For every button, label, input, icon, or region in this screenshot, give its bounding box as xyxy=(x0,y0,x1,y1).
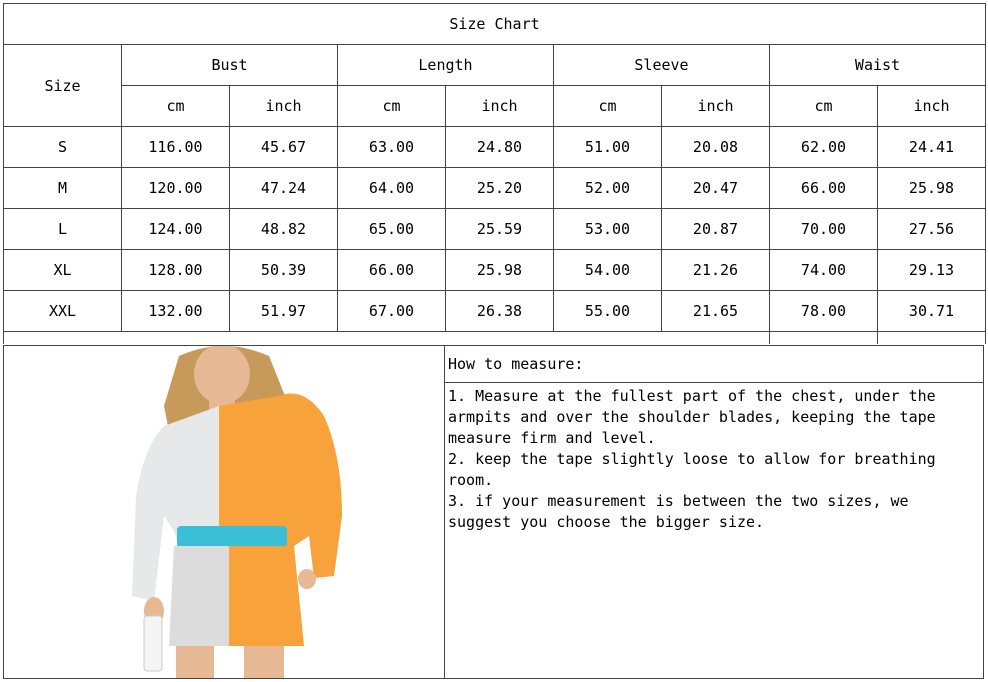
product-photo xyxy=(4,346,445,678)
model-illustration xyxy=(4,346,444,678)
table-cell: 24.80 xyxy=(446,127,554,168)
table-cell: 20.87 xyxy=(662,209,770,250)
table-cell: 21.65 xyxy=(662,291,770,332)
table-cell: 25.98 xyxy=(878,168,986,209)
unit-header: inch xyxy=(878,86,986,127)
table-cell: 67.00 xyxy=(338,291,446,332)
table-cell: 66.00 xyxy=(770,168,878,209)
table-cell: 116.00 xyxy=(122,127,230,168)
table-cell: 54.00 xyxy=(554,250,662,291)
table-cell: 50.39 xyxy=(230,250,338,291)
table-cell: 128.00 xyxy=(122,250,230,291)
table-cell: 25.20 xyxy=(446,168,554,209)
unit-header: cm xyxy=(338,86,446,127)
table-row xyxy=(4,291,986,332)
table-cell: 51.00 xyxy=(554,127,662,168)
unit-header: inch xyxy=(662,86,770,127)
measure-step: 2. keep the tape slightly loose to allow for breathing room. xyxy=(448,450,936,489)
size-chart-title: Size Chart xyxy=(4,4,986,45)
unit-header: cm xyxy=(122,86,230,127)
size-label: S xyxy=(4,127,122,168)
table-cell: 27.56 xyxy=(878,209,986,250)
grid-stub xyxy=(877,330,878,344)
table-cell: 62.00 xyxy=(770,127,878,168)
table-row xyxy=(4,127,986,168)
table-cell: 132.00 xyxy=(122,291,230,332)
table-cell: 25.98 xyxy=(446,250,554,291)
table-cell: 52.00 xyxy=(554,168,662,209)
table-cell: 20.08 xyxy=(662,127,770,168)
table-cell: 24.41 xyxy=(878,127,986,168)
table-cell: 63.00 xyxy=(338,127,446,168)
table-cell: 74.00 xyxy=(770,250,878,291)
unit-header: cm xyxy=(554,86,662,127)
measure-step: 3. if your measurement is between the two sizes, we suggest you choose the bigger size. xyxy=(448,492,909,531)
waist-header: Waist xyxy=(770,45,986,86)
table-cell: 65.00 xyxy=(338,209,446,250)
table-cell: 20.47 xyxy=(662,168,770,209)
table-cell: 47.24 xyxy=(230,168,338,209)
grid-stub xyxy=(3,330,4,344)
table-cell: 21.26 xyxy=(662,250,770,291)
unit-header: inch xyxy=(230,86,338,127)
size-chart-table xyxy=(3,3,986,332)
table-cell: 51.97 xyxy=(230,291,338,332)
bust-header: Bust xyxy=(122,45,338,86)
how-to-measure-section xyxy=(445,346,983,678)
measure-panel xyxy=(3,345,984,679)
table-cell: 26.38 xyxy=(446,291,554,332)
size-label: M xyxy=(4,168,122,209)
grid-stub xyxy=(769,330,770,344)
table-cell: 45.67 xyxy=(230,127,338,168)
table-cell: 48.82 xyxy=(230,209,338,250)
table-cell: 29.13 xyxy=(878,250,986,291)
how-to-measure-heading: How to measure: xyxy=(445,346,983,383)
unit-header: inch xyxy=(446,86,554,127)
size-label: L xyxy=(4,209,122,250)
table-row xyxy=(4,168,986,209)
table-cell: 78.00 xyxy=(770,291,878,332)
unit-header: cm xyxy=(770,86,878,127)
table-cell: 120.00 xyxy=(122,168,230,209)
table-cell: 124.00 xyxy=(122,209,230,250)
table-cell: 66.00 xyxy=(338,250,446,291)
table-row xyxy=(4,209,986,250)
sleeve-header: Sleeve xyxy=(554,45,770,86)
table-cell: 55.00 xyxy=(554,291,662,332)
size-column-header: Size xyxy=(4,45,122,127)
table-cell: 25.59 xyxy=(446,209,554,250)
table-cell: 30.71 xyxy=(878,291,986,332)
measure-step: 1. Measure at the fullest part of the chest, under the armpits and over the shoulder blades, keeping the tape measure firm and level. xyxy=(448,387,936,447)
table-row xyxy=(4,250,986,291)
size-label: XXL xyxy=(4,291,122,332)
grid-stub xyxy=(985,330,986,344)
how-to-measure-steps xyxy=(445,383,983,536)
table-cell: 53.00 xyxy=(554,209,662,250)
size-label: XL xyxy=(4,250,122,291)
length-header: Length xyxy=(338,45,554,86)
table-cell: 70.00 xyxy=(770,209,878,250)
table-cell: 64.00 xyxy=(338,168,446,209)
